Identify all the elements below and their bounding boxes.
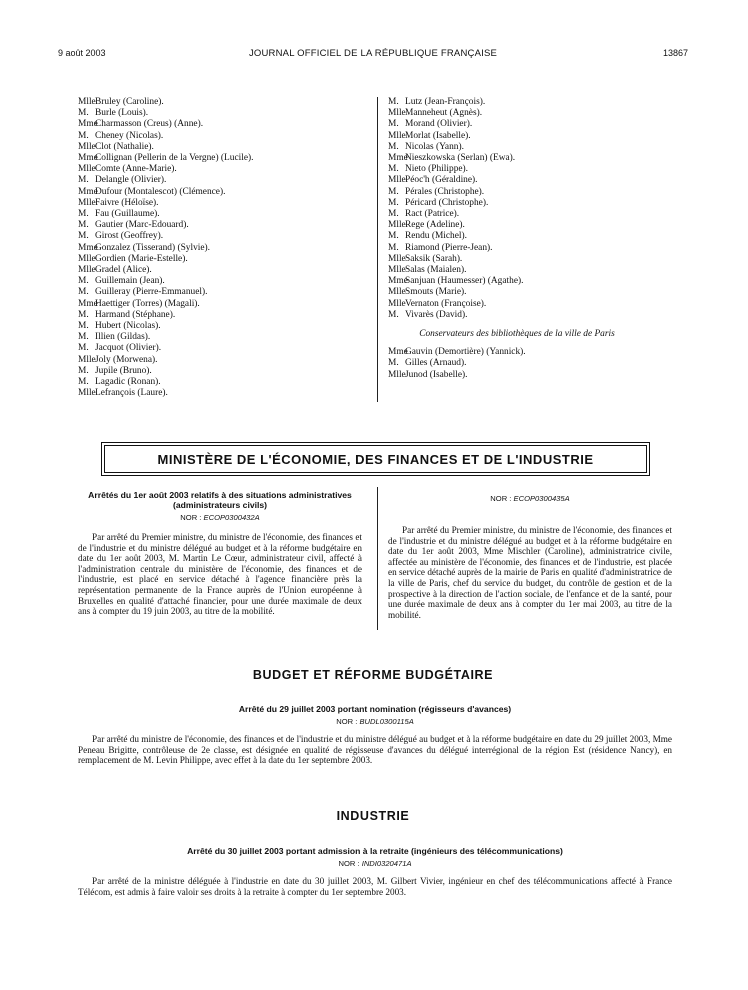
name-entry <box>78 175 368 186</box>
name-text: Gilles (Arnaud). <box>405 358 467 369</box>
name-title: Mlle <box>78 97 96 107</box>
name-entry <box>388 187 678 198</box>
name-entry <box>78 343 368 354</box>
name-text: Junod (Isabelle). <box>405 369 468 380</box>
name-title: M. <box>78 220 89 231</box>
name-list-left <box>78 97 368 399</box>
name-entry <box>388 358 678 369</box>
name-title: Mme <box>388 347 408 358</box>
name-title: Mlle <box>78 197 96 208</box>
header-date: 9 août 2003 <box>58 48 106 58</box>
name-entry <box>388 243 678 254</box>
name-title: Mlle <box>388 253 406 264</box>
name-title: M. <box>388 358 399 369</box>
name-title: Mme <box>388 276 408 287</box>
name-text: Jupile (Bruno). <box>95 365 152 376</box>
name-entry <box>388 153 678 164</box>
name-text: Manneheut (Agnès). <box>405 108 483 119</box>
conservateurs-list <box>388 347 678 381</box>
name-title: Mlle <box>78 354 96 365</box>
industrie-heading: INDUSTRIE <box>336 809 410 823</box>
name-title: Mlle <box>388 287 406 298</box>
name-title: M. <box>388 231 399 242</box>
arrete-2-text: Par arrêté du Premier ministre, du ministre de l'économie, des finances et de l'industrie et du ministre délégué au budget et à la réforme budgétaire en date du 1er août 2003, Mme Mischler (Caroline), administratrice civile, affectée au ministère de l'économie, des finances et de l'industrie, est placée en service détaché auprès de la mairie de Paris en qualité d'administratrice de la ville de Paris, chef du service du budget, du contrôle de gestion et de la prospective à la direction de l'action sociale, de l'enfance et de la santé, pour une durée maximale de deux ans à compter du 1er mai 2003, au titre de la mobilité. <box>388 525 672 620</box>
budget-text: Par arrêté du ministre de l'économie, des finances et de l'industrie et du ministre délégué au budget et à la réforme budgétaire en date du 29 juillet 2003, Mme Peneau Brigitte, contrôleuse de 2e classe, est désignée en qualité de régisseuse d'avances du délégué interrégional de la région Est (résidence Nancy), en remplacement de M. Levin Philippe, avec effet à la date du 1er septembre 2003. <box>78 734 672 766</box>
name-entry <box>388 164 678 175</box>
arrete-1-nor: NOR : ECOP0300432A <box>180 513 260 522</box>
name-entry <box>388 310 678 321</box>
name-text: Charmasson (Creus) (Anne). <box>95 119 204 130</box>
name-title: M. <box>78 209 89 220</box>
name-title: Mlle <box>78 253 96 264</box>
name-title: Mlle <box>78 141 96 152</box>
name-entry <box>78 321 368 332</box>
name-text: Gonzalez (Tisserand) (Sylvie). <box>95 242 210 253</box>
name-entry <box>388 276 678 287</box>
name-entry <box>78 254 368 265</box>
budget-title: Arrêté du 29 juillet 2003 portant nomination (régisseurs d'avances) <box>238 704 512 714</box>
budget-heading: BUDGET ET RÉFORME BUDGÉTAIRE <box>252 668 494 682</box>
name-title: M. <box>78 309 89 320</box>
name-entry <box>78 153 368 164</box>
name-list-right <box>388 97 678 321</box>
name-text: Hubert (Nicolas). <box>95 321 161 332</box>
name-text: Gauvin (Demortière) (Yannick). <box>405 347 526 358</box>
name-text: Gordien (Marie-Estelle). <box>95 253 188 264</box>
name-text: Gautier (Marc-Edouard). <box>95 220 189 231</box>
name-title: M. <box>78 377 89 388</box>
name-title: M. <box>388 186 399 197</box>
name-title: Mlle <box>78 388 96 399</box>
name-text: Haettiger (Torres) (Magali). <box>95 298 200 309</box>
name-title: Mlle <box>388 265 406 276</box>
name-title: Mme <box>78 153 98 164</box>
name-entry <box>78 366 368 377</box>
name-text: Morlat (Isabelle). <box>405 130 471 141</box>
name-text: Nieszkowska (Serlan) (Ewa). <box>405 153 516 164</box>
name-text: Nicolas (Yann). <box>405 141 464 152</box>
name-text: Saksik (Sarah). <box>405 253 463 264</box>
name-title: M. <box>78 287 89 298</box>
name-title: Mme <box>78 186 98 197</box>
name-entry <box>78 108 368 119</box>
name-entry <box>388 119 678 130</box>
name-entry <box>78 198 368 209</box>
name-text: Harmand (Stéphane). <box>95 309 176 320</box>
name-text: Lutz (Jean-François). <box>405 97 486 107</box>
name-title: M. <box>78 343 89 354</box>
name-text: Lagadic (Ronan). <box>95 377 161 388</box>
name-entry <box>78 164 368 175</box>
name-text: Nieto (Philippe). <box>405 164 469 175</box>
name-entry <box>388 131 678 142</box>
name-text: Gradel (Alice). <box>95 265 152 276</box>
name-title: M. <box>78 130 89 141</box>
page-number: 13867 <box>662 48 688 58</box>
column-divider <box>377 97 378 402</box>
name-entry <box>78 131 368 142</box>
industrie-arrete <box>78 846 672 897</box>
name-text: Clot (Nathalie). <box>95 141 154 152</box>
name-title: Mme <box>78 298 98 309</box>
name-text: Illien (Gildas). <box>95 332 151 343</box>
name-title: M. <box>388 209 399 220</box>
name-entry <box>78 243 368 254</box>
name-title: M. <box>388 141 399 152</box>
name-text: Collignan (Pellerin de la Vergne) (Lucile). <box>95 153 254 164</box>
name-entry <box>78 119 368 130</box>
budget-nor: NOR : BUDL0300115A <box>336 717 414 726</box>
name-title: M. <box>78 108 89 119</box>
name-entry <box>388 287 678 298</box>
name-text: Guilleray (Pierre-Emmanuel). <box>95 287 208 298</box>
name-title: M. <box>78 276 89 287</box>
name-title: M. <box>78 365 89 376</box>
name-title: M. <box>78 175 89 186</box>
ministry-banner: MINISTÈRE DE L'ÉCONOMIE, DES FINANCES ET DE L'INDUSTRIE <box>104 445 647 473</box>
name-text: Ract (Patrice). <box>405 209 460 220</box>
name-entry <box>78 142 368 153</box>
arrete-1 <box>78 490 362 617</box>
name-title: M. <box>78 332 89 343</box>
name-entry <box>388 299 678 310</box>
name-entry <box>388 370 678 381</box>
name-entry <box>78 265 368 276</box>
name-entry <box>388 198 678 209</box>
name-title: M. <box>388 242 399 253</box>
name-entry <box>388 254 678 265</box>
name-entry <box>388 265 678 276</box>
name-text: Joly (Morwena). <box>95 354 158 365</box>
name-text: Burle (Louis). <box>95 108 149 119</box>
name-text: Sanjuan (Haumesser) (Agathe). <box>405 276 524 287</box>
arrete-2 <box>388 494 672 620</box>
name-text: Smouts (Marie). <box>405 287 467 298</box>
name-text: Dufour (Montalescot) (Clémence). <box>95 186 226 197</box>
name-text: Vernaton (Françoise). <box>405 298 487 309</box>
name-list-right-column <box>388 97 678 381</box>
name-text: Cheney (Nicolas). <box>95 130 164 141</box>
name-entry <box>78 97 368 108</box>
industrie-title: Arrêté du 30 juillet 2003 portant admission à la retraite (ingénieurs des télécommunications) <box>187 846 563 856</box>
name-text: Jacquot (Olivier). <box>95 343 162 354</box>
name-text: Pérales (Christophe). <box>405 186 485 197</box>
name-entry <box>388 175 678 186</box>
name-text: Salas (Maialen). <box>405 265 467 276</box>
conservateurs-heading: Conservateurs des bibliothèques de la ville de Paris <box>419 329 615 340</box>
name-text: Péoc'h (Géraldine). <box>405 175 478 186</box>
name-title: Mme <box>78 242 98 253</box>
name-text: Comte (Anne-Marie). <box>95 164 177 175</box>
journal-title: JOURNAL OFFICIEL DE LA RÉPUBLIQUE FRANÇAISE <box>248 48 498 59</box>
name-text: Girost (Geoffrey). <box>95 231 164 242</box>
name-text: Lefrançois (Laure). <box>95 388 168 399</box>
name-title: Mlle <box>388 369 406 380</box>
name-entry <box>78 209 368 220</box>
name-title: M. <box>78 231 89 242</box>
name-title: M. <box>388 164 399 175</box>
budget-arrete <box>78 704 672 766</box>
name-entry <box>78 287 368 298</box>
name-title: Mlle <box>388 220 406 231</box>
name-title: Mlle <box>388 298 406 309</box>
name-title: Mlle <box>388 108 406 119</box>
name-entry <box>388 209 678 220</box>
name-entry <box>78 187 368 198</box>
name-entry <box>78 310 368 321</box>
name-title: Mlle <box>388 175 406 186</box>
arrete-1-text: Par arrêté du Premier ministre, du ministre de l'économie, des finances et de l'industrie et du ministre délégué au budget et à la réforme budgétaire en date du 1er août 2003, M. Martin Le Cœur, administrateur civil, affecté à l'administration centrale du ministère de l'économie, des finances et de l'industrie, est placé en service détaché à l'agence financière près la représentation permanente de la France auprès de l'Union européenne à Bruxelles en qualité d'attaché financier, pour une durée maximale de deux ans à compter du 19 juin 2003, au titre de la mobilité. <box>78 532 362 617</box>
name-title: M. <box>388 97 399 107</box>
name-text: Fau (Guillaume). <box>95 209 160 220</box>
name-title: M. <box>388 197 399 208</box>
name-text: Rege (Adeline). <box>405 220 465 231</box>
name-entry <box>78 388 368 399</box>
name-title: Mlle <box>78 164 96 175</box>
name-entry <box>388 108 678 119</box>
name-entry <box>78 355 368 366</box>
name-text: Vivarès (David). <box>405 309 468 320</box>
name-title: Mlle <box>78 265 96 276</box>
arrete-2-nor: NOR : ECOP0300435A <box>490 494 570 503</box>
name-entry <box>388 97 678 108</box>
industrie-text: Par arrêté de la ministre déléguée à l'industrie en date du 30 juillet 2003, M. Gilbert Vivier, ingénieur en chef des télécommunications affecté à France Télécom, est admis à faire valoir ses droits à la retraite à compter du 1er septembre 2003. <box>78 876 672 897</box>
name-entry <box>78 276 368 287</box>
name-title: M. <box>388 119 399 130</box>
name-entry <box>388 142 678 153</box>
name-text: Péricard (Christophe). <box>405 197 489 208</box>
name-text: Morand (Olivier). <box>405 119 473 130</box>
name-text: Bruley (Caroline). <box>95 97 164 107</box>
name-text: Faivre (Héloïse). <box>95 197 159 208</box>
name-entry <box>78 299 368 310</box>
name-entry <box>388 347 678 358</box>
name-entry <box>388 220 678 231</box>
name-title: M. <box>78 321 89 332</box>
name-text: Delangle (Olivier). <box>95 175 167 186</box>
column-divider-2 <box>377 487 378 630</box>
name-title: M. <box>388 309 399 320</box>
name-entry <box>78 332 368 343</box>
name-text: Rendu (Michel). <box>405 231 467 242</box>
name-title: Mme <box>388 153 408 164</box>
name-entry <box>78 220 368 231</box>
name-text: Guillemain (Jean). <box>95 276 165 287</box>
name-title: Mlle <box>388 130 406 141</box>
name-title: Mme <box>78 119 98 130</box>
name-entry <box>78 377 368 388</box>
name-entry <box>78 231 368 242</box>
name-text: Riamond (Pierre-Jean). <box>405 242 493 253</box>
industrie-nor: NOR : INDI0320471A <box>338 859 412 868</box>
name-entry <box>388 231 678 242</box>
arrete-1-title: Arrêtés du 1er août 2003 relatifs à des situations administratives (administrateurs civils) <box>88 490 352 510</box>
